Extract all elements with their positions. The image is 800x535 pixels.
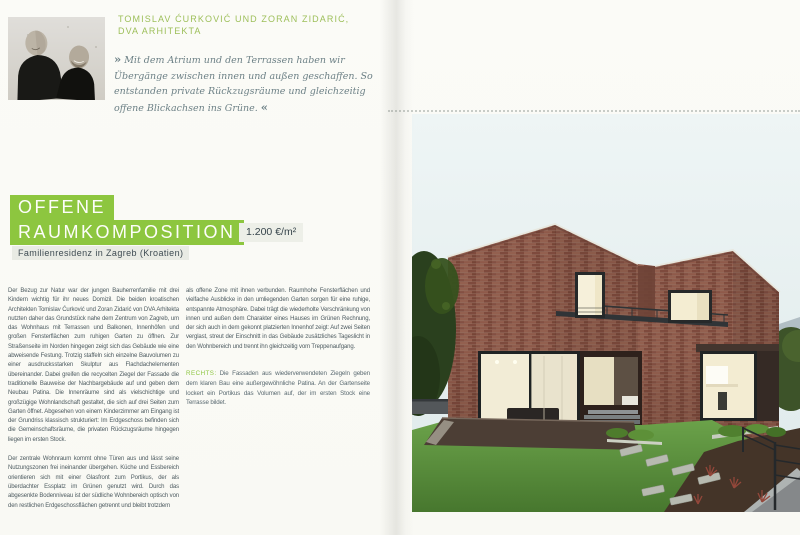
quote-text: Mit dem Atrium und den Terrassen haben wir Übergänge zwischen innen und außen geschaffen. So entstanden private Rückzugsräume und gleichzeitig offene Blickachsen ins Grüne. (114, 55, 373, 114)
upper-left-window (575, 272, 605, 318)
quote-open-guillemet-icon: » (114, 52, 121, 66)
article-subtitle: Familienresidenz in Zagreb (Kroatien) (12, 246, 189, 260)
body-paragraph-2: Der zentrale Wohnraum kommt ohne Türen aus und lässt seine Nutzungszonen frei ineinander übergehen. Küche und Essbereich orientieren sich mit einer Glasfront zum Portikus, der als überdachter Essplatz im Grünen genutzt wird. Durch das abgesenkte Bodenniveau ist der südliche Wohnbereich optisch von den restlichen Erdgeschossflächen getrennt und bleibt trotzdem (8, 456, 179, 509)
body-column-2 (186, 287, 370, 408)
caption-text: Die Fassaden aus wiederverwendeten Ziegeln geben dem klaren Bau eine außergewöhnliche Patina. An der Gartenseite lockert ein Portikus das Volumen auf, der im ersten Stock eine Terrasse bildet. (186, 370, 370, 407)
photo-caption (186, 369, 370, 408)
architect-quote (114, 52, 390, 116)
body-column-1 (8, 287, 179, 521)
architects-portrait-graphic (8, 17, 105, 100)
house-photo-graphic (412, 114, 800, 512)
kitchen-window (700, 351, 757, 421)
quote-close-guillemet-icon: « (260, 99, 267, 114)
caption-label: RECHTS: (186, 370, 217, 378)
architect-names-line1: TOMISLAV ĆURKOVIĆ UND ZORAN ZIDARIĆ, (118, 14, 350, 24)
article-title-line2: RAUMKOMPOSITION (10, 220, 244, 245)
portico-opening (578, 351, 642, 429)
body-paragraph-1: Der Bezug zur Natur war der jungen Bauherrenfamilie mit drei Kindern wichtig für ihr neues Domizil. Die beiden kroatischen Architekten Tomislav Ćurković und Zoran Zidarić von DVA Arhitekta nutzten daher das Grundstück nahe dem Zentrum von Zagreb, um das Wohnhaus mit Terrassen und Balkonen, Innenhöfen und großen Fensterflächen zum ruhigen Garten zu öffnen. Zur Straßenseite im Norden hingegen zeigt sich das Gebäude wie eine abweisende Festung. Trotzig staffeln sich einzelne Bauvolumen zu einer ausdrucksstarken Skulptur aus Flachdachelementen übereinander. Dabei greifen die recycelten Ziegel der Fassade die traditionelle Bauweise der Nachbargebäude auf und geben dem Neubau Patina. Die Innenräume sind als vielschichtige und großzügige Wohnlandschaft gestaltet, die sich auf drei Seiten zum Garten öffnet. Abgesehen von einem Kinderzimmer am Eingang ist der Grundriss klassisch strukturiert: Im Erdgeschoss befinden sich die Gemeinschaftsräume, die privaten Rückzugsräume hingegen liegen im ersten Stock. (8, 288, 179, 443)
architect-names-line2: DVA ARHITEKTA (118, 26, 202, 36)
price-per-sqm-badge: 1.200 €/m² (239, 223, 303, 242)
house-photo (412, 114, 800, 512)
soffit-shadow (696, 344, 779, 352)
portico-steps (588, 410, 638, 414)
upper-right-window (668, 290, 712, 323)
dark-planter-box (412, 399, 448, 414)
page-perforation-line (388, 110, 800, 112)
architect-names-heading (118, 13, 349, 37)
architects-portrait-photo (8, 17, 105, 100)
body-paragraph-3: als offene Zone mit ihnen verbunden. Raumhohe Fensterflächen und vielfache Ausblicke in den umliegenden Garten sorgen für eine ruhige, entspannte Atmosphäre. Dabei trägt die wiederholte Verschränkung von innen und außen dem Charakter eines Hauses im Grünen Rechnung, der sich auch in dem gekonnt platzierten Innenhof zeigt: Auf zwei Seiten verglast, streut der Einschnitt in das Gebäude zusätzliches Tageslicht in den Wohnbereich und trennt ihn gleichzeitig vom Treppenaufgang. (186, 288, 370, 350)
article-title-line1: OFFENE (10, 195, 114, 220)
recess-shadow (757, 351, 779, 421)
